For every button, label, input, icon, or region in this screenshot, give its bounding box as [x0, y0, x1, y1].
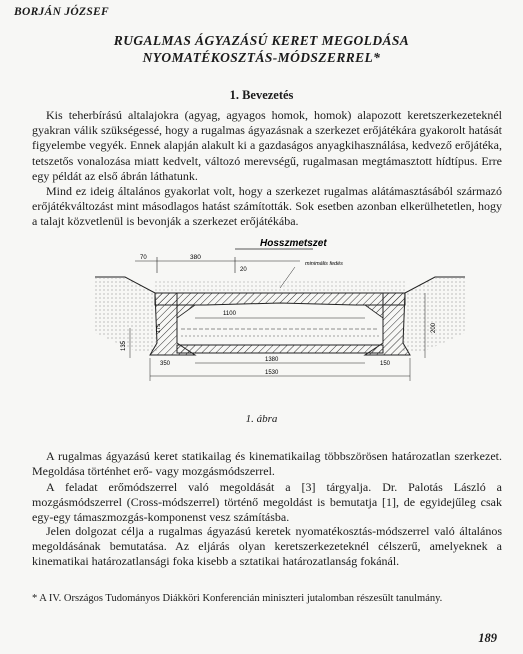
paragraph-1: Kis teherbírású altalajokra (agyag, agyagos homok, homok) alapozott keretszerkezeteknél gyakran válik szükségessé, hogy a rugalmas ágyazásnak a szerkezet erőjátékára gyakorolt hatását figyelembe vegyék. Ennek alapján alakult ki a gazdaságos anyagkihasználása, kedvező erőjátéka, tetszetős vonalozása miatt kedvelt, változó merevségű, rugalmasan megtámasztott hídtípus. Erre egy példát az első ábrán láthatunk.	[32, 108, 502, 183]
dim-bottom-left: 350	[160, 361, 171, 367]
article-title-line-2: NYOMATÉKOSZTÁS-MÓDSZERREL*	[142, 50, 381, 65]
dim-top-span: 380	[190, 254, 201, 261]
dim-width: 1100	[223, 311, 236, 317]
dim-bottom-inner: 1380	[265, 357, 279, 363]
dim-top-mid: 20	[240, 267, 247, 273]
paragraph-4: A feladat erőmódszerrel való megoldását a [3] tárgyalja. Dr. Palotás László a mozgásmódszerrel (Cross-módszerrel) történő megoldást is bemutatja [1], de egyidejűleg csak egy-egy támaszmozgás-komponenst vesz számításba.	[32, 480, 502, 525]
min-cover-label: minimális fedés	[305, 261, 343, 267]
author-name: BORJÁN JÓZSEF	[14, 6, 109, 18]
dim-right-height: 200	[431, 322, 437, 333]
dim-left-height: 135	[121, 340, 127, 351]
dim-inner-height: 175	[156, 323, 162, 333]
footnote: * A IV. Országos Tudományos Diákköri Konferencián miniszteri jutalomban részesült tanulmány.	[32, 593, 443, 604]
figure-title: Hosszmetszet	[260, 238, 327, 249]
paragraph-5: Jelen dolgozat célja a rugalmas ágyazású keretek nyomatékosztás-módszerrel való általános megoldásának bemutatása. Az eljárás olyan keretszerkezeteknél célszerű, amelyeknek a kinematikai határozatlansági foka kisebb a sztatikai határozatlanság fokánál.	[32, 524, 502, 569]
dim-top-left: 70	[140, 255, 147, 261]
paragraph-3: A rugalmas ágyazású keret statikailag és kinematikailag többszörösen határozatlan szerkezet. Megoldása történhet erő- vagy mozgásmódszerrel.	[32, 449, 502, 479]
dim-bottom-right: 150	[380, 361, 391, 367]
section-heading: 1. Bevezetés	[229, 88, 294, 102]
page-number: 189	[478, 631, 497, 645]
paragraph-2: Mind ez ideig általános gyakorlat volt, hogy a szerkezet rugalmas alátámasztásából származó erőjátékváltozást mint másodlagos hatást számították. Sok esetben azonban elkerülhetetlen, hogy a talajt közvetlenül is bevonják a szerkezet erőjátékába.	[32, 184, 502, 229]
dim-bottom-outer: 1530	[265, 370, 279, 376]
bridge-longitudinal-section-figure	[95, 233, 465, 401]
figure-caption: 1. ábra	[245, 413, 278, 425]
article-title-line-1: RUGALMAS ÁGYAZÁSÚ KERET MEGOLDÁSA	[113, 33, 410, 48]
